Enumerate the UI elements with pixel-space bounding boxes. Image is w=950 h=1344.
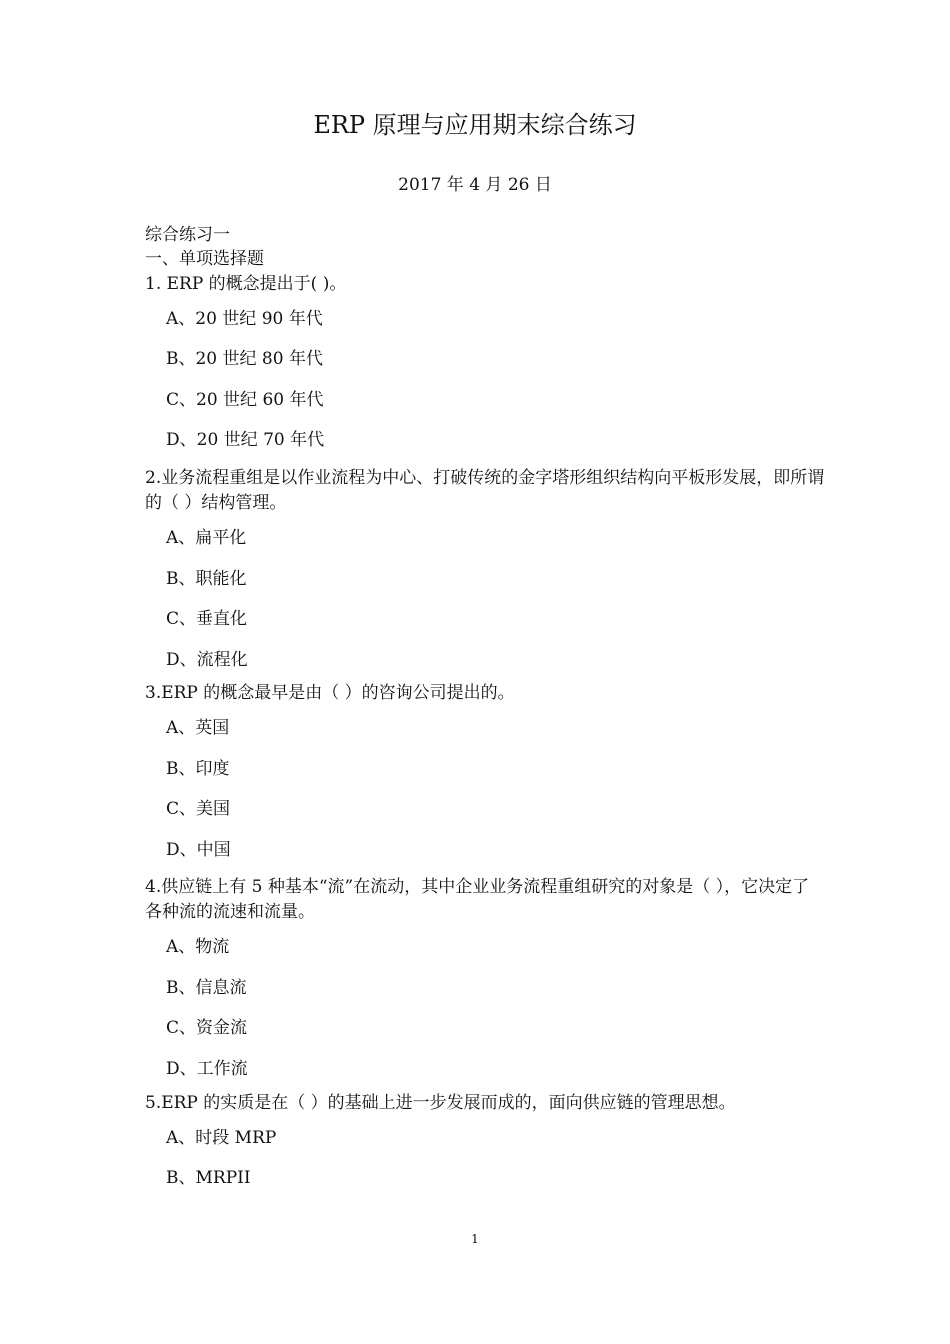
question-3-option-b: B、印度 xyxy=(166,759,230,779)
question-1-text: 1. ERP 的概念提出于( )。 xyxy=(145,274,347,294)
subsection-heading: 一、单项选择题 xyxy=(145,249,264,269)
question-2-text: 2.业务流程重组是以作业流程为中心、打破传统的金字塔形组织结构向平板形发展，即所谓的（ ）结构管理。 xyxy=(145,468,825,513)
question-1-option-a: A、20 世纪 90 年代 xyxy=(166,309,323,329)
question-2-option-d: D、流程化 xyxy=(166,650,248,670)
question-4-option-d: D、工作流 xyxy=(166,1059,248,1079)
question-3-option-c: C、美国 xyxy=(166,799,231,819)
question-5-text: 5.ERP 的实质是在（ ）的基础上进一步发展而成的，面向供应链的管理思想。 xyxy=(145,1093,736,1113)
question-4-option-a: A、物流 xyxy=(166,937,230,957)
question-2-option-c: C、垂直化 xyxy=(166,609,248,629)
question-3-option-a: A、英国 xyxy=(166,718,230,738)
page-number: 1 xyxy=(471,1232,479,1246)
document-title: ERP 原理与应用期末综合练习 xyxy=(313,111,637,139)
question-1-option-c: C、20 世纪 60 年代 xyxy=(166,390,324,410)
question-3-text: 3.ERP 的概念最早是由（ ）的咨询公司提出的。 xyxy=(145,683,515,703)
question-4-option-c: C、资金流 xyxy=(166,1018,248,1038)
question-4-option-b: B、信息流 xyxy=(166,978,247,998)
question-5-option-b: B、MRPII xyxy=(166,1168,251,1188)
section-heading: 综合练习一 xyxy=(145,225,230,245)
document-date: 2017 年 4 月 26 日 xyxy=(398,175,552,195)
question-5-option-a: A、时段 MRP xyxy=(166,1128,277,1148)
question-2-option-a: A、扁平化 xyxy=(166,528,247,548)
question-3-option-d: D、中国 xyxy=(166,840,231,860)
question-4-text: 4.供应链上有 5 种基本“流”在流动，其中企业业务流程重组研究的对象是（ ），它决定了各种流的流速和流量。 xyxy=(145,877,810,922)
question-1-option-d: D、20 世纪 70 年代 xyxy=(166,430,325,450)
question-2-option-b: B、职能化 xyxy=(166,569,247,589)
question-1-option-b: B、20 世纪 80 年代 xyxy=(166,349,323,369)
